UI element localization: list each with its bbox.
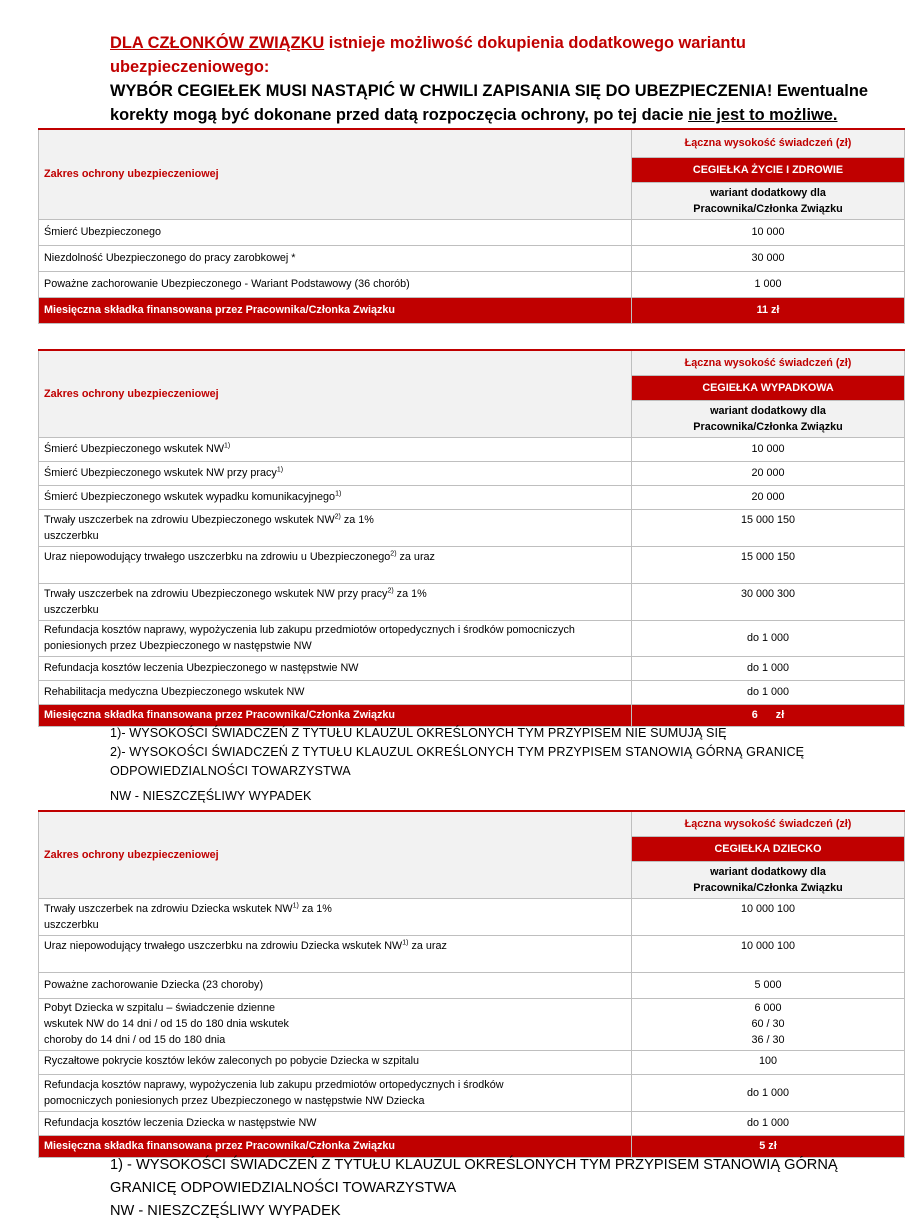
row-text: Trwały uszczerbek na zdrowiu Ubezpieczonego wskutek NW przy pracy [44, 587, 388, 600]
intro-line-4-start: korekty mogą być dokonane przed datą rozpoczęcia ochrony, po tej dacie [110, 106, 689, 124]
row-text: Trwały uszczerbek na zdrowiu Dziecka wskutek NW [44, 902, 293, 915]
intro-line-1 [110, 31, 900, 55]
table-row-label [39, 620, 632, 656]
row-text-line-2: poniesionych przez Ubezpieczonego w następstwie NW [44, 640, 312, 652]
row-text: Uraz niepowodujący trwałego uszczerbku na zdrowiu Dziecka wskutek NW [44, 939, 403, 952]
fee-value: 5 zł [632, 1135, 905, 1157]
cegielka-header: CEGIEŁKA DZIECKO [632, 836, 905, 861]
intro-line-4 [110, 103, 900, 127]
scope-header: Zakres ochrony ubezpieczeniowej [39, 350, 632, 437]
table-row-label [39, 509, 632, 546]
variant-line-1: wariant dodatkowy dla [710, 186, 826, 199]
fee-label: Miesięczna składka finansowana przez Pracownika/Członka Związku [39, 1135, 632, 1157]
scope-header: Zakres ochrony ubezpieczeniowej [39, 811, 632, 898]
table-accident [38, 349, 905, 727]
scope-header: Zakres ochrony ubezpieczeniowej [39, 129, 632, 219]
table-row-label [39, 1074, 632, 1111]
footnote-1b: GRANICĘ ODPOWIEDZIALNOŚCI TOWARZYSTWA [110, 1180, 457, 1196]
footnotes-accident [110, 724, 804, 806]
row-text: Uraz niepowodujący trwałego uszczerbku na zdrowiu u Ubezpieczonego [44, 550, 391, 563]
footnote-ref: 1) [224, 442, 231, 450]
variant-line-2: Pracownika/Członka Związku [693, 420, 843, 433]
row-text-after: za 1% [340, 513, 374, 526]
table-row-value: do 1 000 [632, 680, 905, 704]
table-row-label [39, 546, 632, 583]
table-life-health [38, 128, 905, 324]
row-text: Pobyt Dziecka w szpitalu – świadczenie dzienne [44, 1002, 276, 1014]
row-text: Refundacja kosztów naprawy, wypożyczenia lub zakupu przedmiotów ortopedycznych i środków pomocniczych [44, 624, 575, 636]
row-text-after: za 1% [393, 587, 427, 600]
table-row-value: do 1 000 [632, 620, 905, 656]
table-row-value: do 1 000 [632, 656, 905, 680]
table-row-value: do 1 000 [632, 1111, 905, 1135]
variant-line-2: Pracownika/Członka Związku [693, 202, 843, 215]
footnotes-child [110, 1154, 838, 1223]
row-text-line-3: choroby do 14 dni / od 15 do 180 dnia [44, 1034, 226, 1046]
footnote-nw: NW - NIESZCZĘŚLIWY WYPADEK [110, 1203, 341, 1219]
total-header: Łączna wysokość świadczeń (zł) [632, 129, 905, 157]
row-text: Śmierć Ubezpieczonego wskutek wypadku komunikacyjnego [44, 491, 336, 503]
value-line-3: 36 / 30 [751, 1034, 785, 1046]
footnote-ref: 1) [335, 490, 342, 498]
table-row-label [39, 437, 632, 461]
table-row-value: 20 000 [632, 485, 905, 509]
row-text-line-2: uszczerbku [44, 529, 99, 542]
table-row-value [632, 998, 905, 1050]
variant-line-2: Pracownika/Członka Związku [693, 881, 843, 894]
variant-header [632, 182, 905, 219]
value-line-1: 6 000 [754, 1002, 782, 1014]
footnote-nw: NW - NIESZCZĘŚLIWY WYPADEK [110, 789, 312, 803]
intro-text [110, 31, 900, 127]
variant-header [632, 400, 905, 437]
footnote-2a: 2)- WYSOKOŚCI ŚWIADCZEŃ Z TYTUŁU KLAUZUL OKREŚLONYCH TYM PRZYPISEM STANOWIĄ GÓRNĄ GRANICĘ [110, 745, 805, 759]
fee-label: Miesięczna składka finansowana przez Pracownika/Członka Związku [39, 297, 632, 323]
fee-label: Miesięczna składka finansowana przez Pracownika/Członka Związku [39, 704, 632, 726]
table-row-value: 10 000 100 [632, 935, 905, 972]
footnote-2b: ODPOWIEDZIALNOŚCI TOWARZYSTWA [110, 764, 351, 778]
table-row-value: 10 000 100 [632, 898, 905, 935]
intro-line-1-rest: istnieje możliwość dokupienia dodatkowego wariantu [324, 34, 746, 52]
total-header: Łączna wysokość świadczeń (zł) [632, 811, 905, 836]
table-row-label: Poważne zachorowanie Ubezpieczonego - Wariant Podstawowy (36 chorób) [39, 271, 632, 297]
table-child [38, 810, 905, 1158]
table-row-label: Refundacja kosztów leczenia Dziecka w następstwie NW [39, 1111, 632, 1135]
row-text: Śmierć Ubezpieczonego wskutek NW przy pracy [44, 467, 277, 479]
table-row-label [39, 485, 632, 509]
table-row-value: 15 000 150 [632, 509, 905, 546]
table-row-value: 20 000 [632, 461, 905, 485]
variant-header [632, 861, 905, 898]
table-row-label: Niezdolność Ubezpieczonego do pracy zarobkowej * [39, 245, 632, 271]
row-text-after: za uraz [396, 550, 435, 563]
variant-line-1: wariant dodatkowy dla [710, 865, 826, 878]
total-header: Łączna wysokość świadczeń (zł) [632, 350, 905, 375]
footnote-1a: 1) - WYSOKOŚCI ŚWIADCZEŃ Z TYTUŁU KLAUZUL OKREŚLONYCH TYM PRZYPISEM STANOWIĄ GÓRNĄ [110, 1157, 838, 1173]
footnote-ref: 1) [292, 901, 299, 909]
table-row-label: Poważne zachorowanie Dziecka (23 choroby) [39, 972, 632, 998]
fee-value: 11 zł [632, 297, 905, 323]
table-row-value: 10 000 [632, 437, 905, 461]
intro-union-members: DLA CZŁONKÓW ZWIĄZKU [110, 34, 325, 52]
variant-line-1: wariant dodatkowy dla [710, 404, 826, 417]
row-text-line-2: wskutek NW do 14 dni / od 15 do 180 dnia wskutek [44, 1018, 289, 1030]
footnote-ref: 2) [387, 586, 394, 594]
row-text: Refundacja kosztów naprawy, wypożyczenia lub zakupu przedmiotów ortopedycznych i środków [44, 1078, 504, 1091]
footnote-ref: 2) [390, 549, 397, 557]
table-row-value: 1 000 [632, 271, 905, 297]
footnote-ref: 2) [334, 512, 341, 520]
table-row-value: 10 000 [632, 219, 905, 245]
intro-line-2: ubezpieczeniowego: [110, 58, 270, 76]
row-text: Śmierć Ubezpieczonego wskutek NW [44, 443, 225, 455]
cegielka-header: CEGIEŁKA ŻYCIE I ZDROWIE [632, 157, 905, 182]
row-text-line-2: pomocniczych poniesionych przez Ubezpieczonego w następstwie NW Dziecka [44, 1094, 425, 1107]
table-row-label: Rehabilitacja medyczna Ubezpieczonego wskutek NW [39, 680, 632, 704]
footnote-ref: 1) [402, 938, 409, 946]
fee-value: 6 zł [632, 704, 905, 726]
table-row-label: Refundacja kosztów leczenia Ubezpieczonego w następstwie NW [39, 656, 632, 680]
intro-line-3: WYBÓR CEGIEŁEK MUSI NASTĄPIĆ W CHWILI ZAPISANIA SIĘ DO UBEZPIECZENIA! Ewentualne [110, 82, 868, 100]
table-row-value: 100 [632, 1050, 905, 1074]
footnote-1: 1)- WYSOKOŚCI ŚWIADCZEŃ Z TYTUŁU KLAUZUL OKREŚLONYCH TYM PRZYPISEM NIE SUMUJĄ SIĘ [110, 726, 727, 740]
table-row-value: 30 000 300 [632, 583, 905, 620]
value-line-2: 60 / 30 [751, 1018, 785, 1030]
cegielka-header: CEGIEŁKA WYPADKOWA [632, 375, 905, 400]
footnote-ref: 1) [276, 466, 284, 474]
row-text-after: za 1% [298, 902, 332, 915]
table-row-label: Śmierć Ubezpieczonego [39, 219, 632, 245]
table-row-label [39, 898, 632, 935]
table-row-value: do 1 000 [632, 1074, 905, 1111]
row-text: Trwały uszczerbek na zdrowiu Ubezpieczonego wskutek NW [44, 513, 335, 526]
table-row-value: 15 000 150 [632, 546, 905, 583]
table-row-value: 30 000 [632, 245, 905, 271]
intro-line-4-underline: nie jest to możliwe. [688, 106, 838, 124]
row-text-line-2: uszczerbku [44, 603, 99, 616]
table-row-label [39, 998, 632, 1050]
row-text-after: za uraz [408, 939, 447, 952]
table-row-label: Ryczałtowe pokrycie kosztów leków zaleconych po pobycie Dziecka w szpitalu [39, 1050, 632, 1074]
row-text-line-2: uszczerbku [44, 918, 99, 931]
table-row-label [39, 461, 632, 485]
table-row-label [39, 583, 632, 620]
table-row-label [39, 935, 632, 972]
table-row-value: 5 000 [632, 972, 905, 998]
